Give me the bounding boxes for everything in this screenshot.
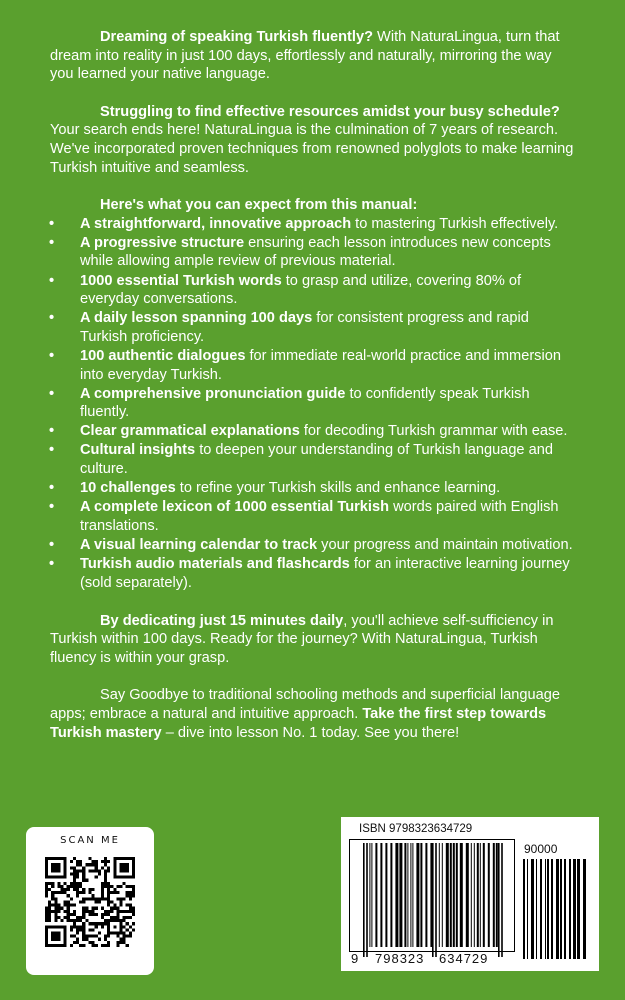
intro-p1-bold: Dreaming of speaking Turkish fluently? [100, 29, 373, 45]
feature-rest: for consistent progress and rapid Turkish proficiency. [80, 310, 529, 345]
isbn-label: ISBN 9798323634729 [359, 823, 473, 835]
outro-p4-end: – dive into lesson No. 1 today. See you there! [161, 724, 460, 741]
intro-p2-rest: Your search ends here! NaturaLingua is the culmination of 7 years of research. We've incorporated proven techniques from renowned polyglots to make learning Turkish intuitive and seamless. [50, 122, 574, 176]
bullet-icon: • [49, 423, 55, 440]
bullet-icon: • [49, 272, 55, 289]
isbn-barcode-box [341, 817, 599, 971]
feature-bold: A comprehensive pronunciation guide [80, 385, 346, 402]
feature-item [0, 536, 625, 555]
feature-rest: ensuring each lesson introduces new concepts while allowing ample review of previous material. [80, 234, 551, 270]
feature-bold: A progressive structure [80, 234, 245, 251]
feature-bold: Cultural insights [80, 442, 196, 459]
feature-item [0, 441, 625, 478]
feature-bold: Turkish audio materials and flashcards [80, 555, 350, 572]
feature-bold: 10 challenges [80, 480, 176, 497]
intro-p2-bold: Struggling to find effective resources amidst your busy schedule? [100, 103, 560, 120]
bullet-icon: • [49, 536, 55, 553]
qr-code-image [45, 857, 135, 947]
feature-item [0, 498, 625, 535]
outro-p3-bold: By dedicating just 15 minutes daily [100, 612, 344, 629]
intro-paragraph-2 [50, 103, 575, 177]
outro-p4-start: Say Goodbye to traditional schooling methods and superficial language apps; embrace a natural and intuitive approach. [50, 687, 561, 722]
feature-rest: to confidently speak Turkish fluently. [80, 385, 530, 421]
feature-rest: for decoding Turkish grammar with ease. [299, 423, 568, 440]
bullet-icon: • [49, 555, 55, 572]
list-heading-text: Here's what you can expect from this manual: [100, 197, 418, 214]
feature-item [0, 215, 625, 234]
bullet-icon: • [49, 499, 55, 516]
back-cover-text [0, 28, 625, 742]
list-heading [50, 196, 575, 215]
feature-bold: A daily lesson spanning 100 days [80, 310, 313, 327]
feature-item [0, 309, 625, 346]
barcode-digit-group-1: 798323 [375, 951, 425, 966]
barcode-digit-first: 9 [351, 951, 360, 966]
feature-bold: 100 authentic dialogues [80, 347, 246, 364]
feature-item [0, 385, 625, 422]
feature-rest: your progress and maintain motivation. [317, 536, 573, 553]
qr-code-card[interactable] [26, 827, 154, 975]
feature-item [0, 234, 625, 271]
price-code: 90000 [524, 842, 558, 856]
intro-paragraph-1 [50, 28, 575, 84]
qr-label: SCAN ME [60, 835, 120, 846]
bullet-icon: • [49, 480, 55, 497]
barcode-image [341, 817, 599, 971]
feature-rest: words paired with English translations. [80, 499, 559, 534]
feature-bold: Clear grammatical explanations [80, 423, 300, 440]
bullet-icon: • [49, 442, 55, 459]
feature-rest: for an interactive learning journey (sold separately). [80, 555, 570, 591]
barcode-digit-group-2: 634729 [439, 951, 489, 966]
feature-bold: A complete lexicon of 1000 essential Turkish [80, 499, 390, 516]
outro-paragraph-1 [50, 612, 575, 668]
bullet-icon: • [49, 385, 55, 402]
bullet-icon: • [49, 347, 55, 364]
feature-bold: A visual learning calendar to track [80, 536, 318, 553]
feature-list [0, 215, 625, 592]
feature-rest: for immediate real-world practice and immersion into everyday Turkish. [80, 347, 561, 383]
feature-item [0, 347, 625, 384]
feature-rest: to refine your Turkish skills and enhance learning. [175, 480, 501, 497]
bullet-icon: • [49, 310, 55, 327]
bullet-icon: • [49, 234, 55, 251]
feature-rest: to deepen your understanding of Turkish language and culture. [80, 442, 553, 477]
feature-rest: to mastering Turkish effectively. [351, 215, 559, 232]
outro-p3-rest: , you'll achieve self-sufficiency in Turkish within 100 days. Ready for the journey? With NaturaLingua, Turkish fluency is within your grasp. [50, 612, 554, 666]
feature-item [0, 555, 625, 592]
bullet-icon: • [49, 215, 55, 232]
outro-p4-bold: Take the first step towards Turkish mastery [50, 706, 547, 741]
feature-bold: 1000 essential Turkish words [80, 272, 282, 289]
intro-p1-rest: With NaturaLingua, turn that dream into reality in just 100 days, effortlessly and naturally, mirroring the way you learned your native language. [50, 29, 560, 83]
feature-item [0, 272, 625, 309]
feature-bold: A straightforward, innovative approach [80, 215, 352, 232]
feature-item [0, 479, 625, 498]
outro-paragraph-2 [50, 686, 575, 742]
feature-rest: to grasp and utilize, covering 80% of everyday conversations. [80, 272, 522, 308]
feature-item [0, 422, 625, 441]
